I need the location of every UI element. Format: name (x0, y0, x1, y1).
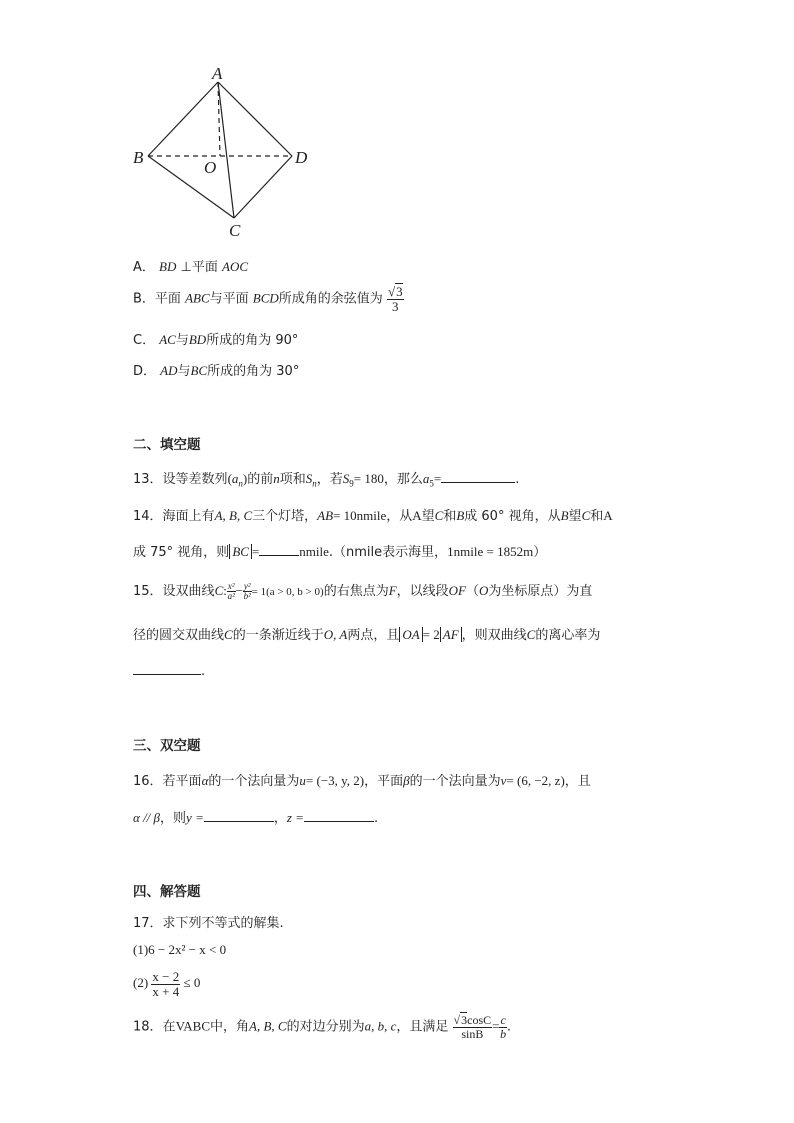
answer-blank-15[interactable] (133, 661, 201, 675)
answer-blank-16-z[interactable] (304, 808, 374, 822)
fraction-sqrt3cosc-over-sinb: $\frac{√3\cos C}{\sin B}$ (453, 1013, 492, 1041)
question-15-line2: 径的圆交双曲线C的一条渐近线于O, A两点，且 OA = 2 AF ，则双曲线C的离心率为 (133, 627, 601, 643)
section-title-solutions: 四、解答题 (133, 884, 201, 900)
answer-blank-13[interactable] (441, 469, 515, 483)
question-17-part1: (1)6 − 2x² − x < 0 (133, 942, 227, 957)
label-d: D (295, 148, 308, 167)
option-a: A． BD ⊥平面 AOC (133, 259, 249, 275)
section-title-double-blank: 三、双空题 (133, 738, 201, 754)
question-15-line1: 15．设双曲线C: $\frac{\text{x²}}{\text{a²}}$ − $\frac{\text{y²}}{\text{b²}}$ = 1(a > 0, b > 0)的右焦点为F，以线段OF（O为坐标原点）为直 (133, 580, 593, 601)
question-14-line2: 成 75° 视角，则 BC = nmile.（nmile表示海里，1nmile = 1852m） (133, 544, 547, 560)
edge-dc (234, 156, 292, 218)
question-17-part2: (2) $\frac{x - 2}{x + 4}$ ≤ 0 (133, 969, 201, 999)
label-o: O (204, 158, 217, 177)
edge-ab (148, 82, 218, 156)
edge-ad (218, 82, 292, 156)
question-17: 17．求下列不等式的解集. (133, 916, 284, 931)
option-d: D． AD与BC所成的角为 30° (133, 363, 300, 379)
question-18: 18．在VABC中，角A, B, C的对边分别为a, b, c，且满足 $\frac{√3\cos C}{\sin B}$ = $\frac{c}{b}$ . (133, 1013, 511, 1041)
geometry-figure (128, 62, 318, 242)
question-13: 13．设等差数列$(a_n)$的前n项和$S_n$，若$S_9= 180$，那么$a_5=$ . (133, 471, 520, 489)
label-c: C (229, 221, 241, 240)
edge-bc (148, 156, 234, 218)
option-b: B．平面 ABC与平面 BCD所成角的余弦值为 $\frac{√3}{3}$ (133, 284, 403, 314)
edge-ac (218, 82, 234, 218)
section-title-fill-blank: 二、填空题 (133, 437, 201, 453)
answer-blank-16-y[interactable] (204, 808, 274, 822)
label-a: A (212, 64, 223, 83)
question-16-line2: α // β，则y = ，z = . (133, 810, 379, 826)
question-15-line3: . (133, 661, 205, 679)
question-16-line1: 16．若平面α的一个法向量为u= (−3, y, 2)，平面β的一个法向量为v= (6, −2, z)，且 (133, 773, 591, 789)
fraction-sqrt3-over-3: $\frac{√3}{3}$ (387, 284, 403, 314)
option-c: C． AC与BD所成的角为 90° (133, 332, 299, 348)
label-b: B (133, 148, 144, 167)
question-14-line1: 14．海面上有A, B, C三个灯塔，AB= 10nmile，从A望C和B成 60° 视角，从B望C和A (133, 508, 613, 524)
answer-blank-14[interactable] (259, 542, 299, 556)
